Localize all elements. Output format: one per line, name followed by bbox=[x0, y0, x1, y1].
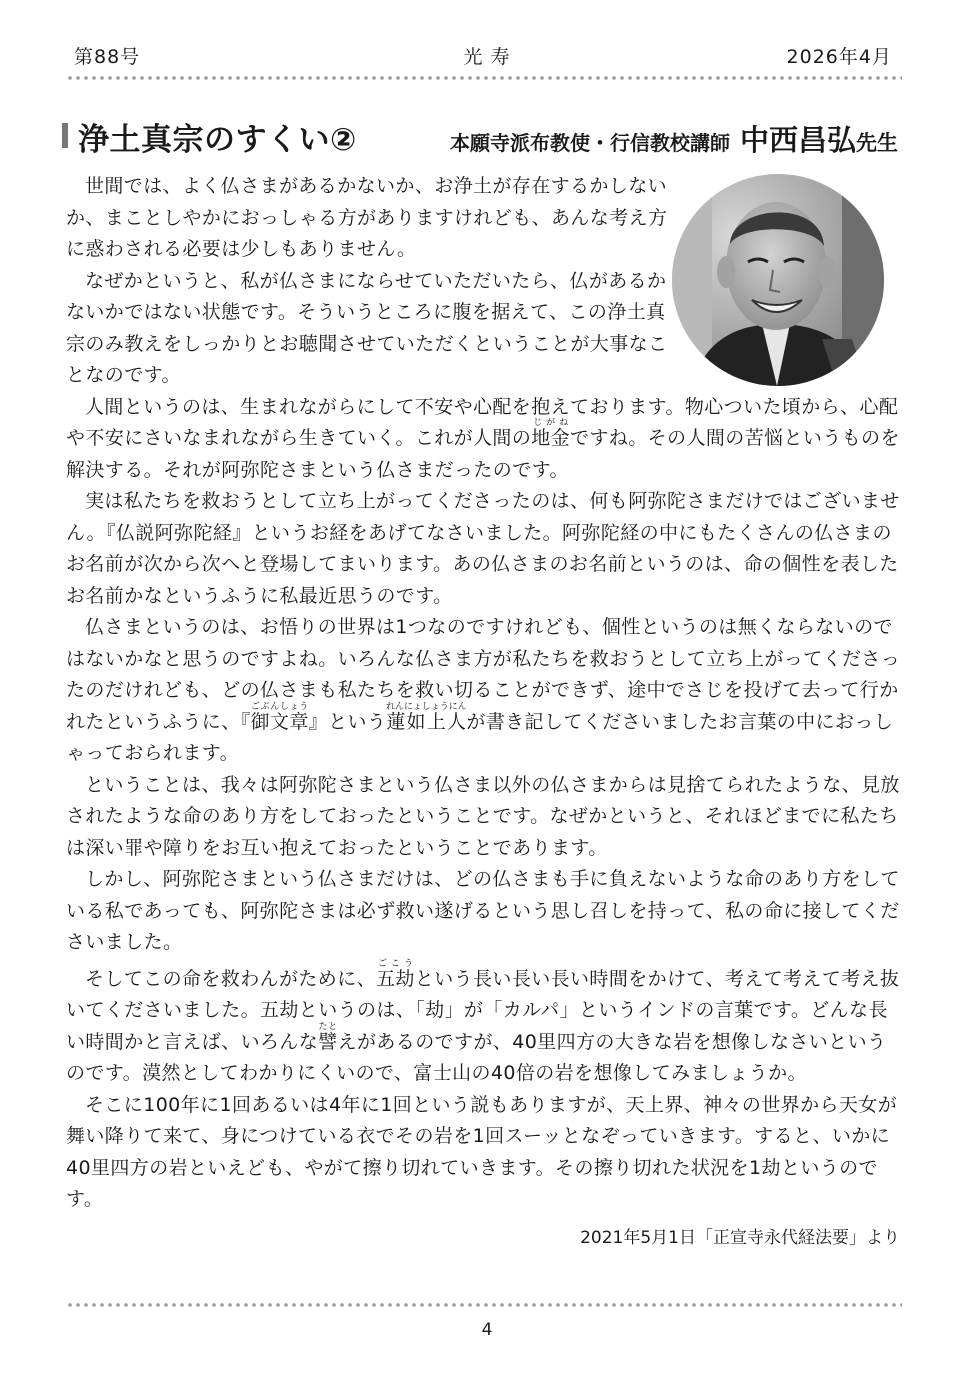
paragraph: しかし、阿弥陀さまという仏さまだけは、どの仏さまも手に負えないような命のあり方をしている私であっても、阿弥陀さまは必ず救い遂げるという思し召しを持って、私の命に接してくださいました。 bbox=[66, 868, 900, 953]
ruby-reading: じがね bbox=[531, 418, 571, 428]
article-body bbox=[66, 171, 902, 1216]
paragraph bbox=[66, 959, 902, 1090]
ruby-base: 御文章 bbox=[250, 710, 309, 733]
paragraph bbox=[66, 392, 902, 487]
text-span: そしてこの命を救わんがために、 bbox=[85, 967, 377, 990]
paragraph bbox=[66, 612, 902, 770]
text-span: 』という bbox=[308, 710, 387, 733]
paragraph: なぜかというと、私が仏さまにならせていただいたら、仏があるかないかではない状態です。そういうところに腹を据えて、この浄土真宗のみ教えをしっかりとお聴聞させていただくということが大事なことなのです。 bbox=[66, 269, 668, 386]
text-span: えがあるのですが、40里四方の大きな岩を想像しなさいというのです。漠然としてわかりにくいので、富士山の40倍の岩を想像してみましょうか。 bbox=[66, 1030, 887, 1084]
bottom-divider bbox=[66, 1303, 902, 1307]
ruby-word bbox=[318, 1021, 338, 1053]
article-title: 浄土真宗のすくい② bbox=[78, 122, 357, 158]
paragraph: そこに100年に1回あるいは4年に1回という説もありますが、天上界、神々の世界から天女が舞い降りて来て、身につけている衣でその岩を1回スーッとなぞっていきます。すると、いかに40里四方の岩といえども、やがて擦り切れていきます。その擦り切れた状況を1劫というのです。 bbox=[66, 1093, 898, 1210]
photo-wrap-spacer bbox=[677, 171, 902, 391]
author-credit bbox=[450, 118, 898, 159]
page-number: 4 bbox=[481, 1320, 493, 1340]
ruby-reading: ごぶんしょう bbox=[250, 701, 309, 712]
issue-number: 第88号 bbox=[74, 46, 141, 68]
ruby-reading: れんにょしょうにん bbox=[385, 701, 467, 712]
text-span: ですね。その人間の苦悩というものを解決する。それが阿弥陀さまという仏さまだったのです。 bbox=[66, 427, 900, 481]
text-span: 人間というのは、生まれながらにして不安や心配を抱えております。物心ついた頃から、心配や不安にさいなまれながら生きていく。これが人間の bbox=[66, 395, 899, 449]
author-name: 中西昌弘 bbox=[739, 123, 856, 157]
top-divider bbox=[66, 76, 902, 80]
text-span: という長い長い長い時間をかけて、考えて考えて考え抜いてくださいました。五劫というのは、「劫」が「カルパ」というインドの言葉です。どんな長い時間かと言えば、いろんな bbox=[66, 967, 900, 1053]
ruby-base: 譬 bbox=[318, 1030, 338, 1053]
ruby-word bbox=[531, 418, 571, 449]
ruby-word bbox=[376, 958, 415, 990]
ruby-word bbox=[250, 701, 309, 733]
source-citation: 2021年5月1日「正宣寺永代経法要」より bbox=[580, 1228, 900, 1248]
ruby-reading: ごこう bbox=[376, 958, 415, 969]
ruby-base: 蓮如上人 bbox=[385, 710, 467, 733]
title-accent-bar bbox=[62, 123, 68, 148]
ruby-base: 地金 bbox=[531, 427, 571, 449]
ruby-base: 五劫 bbox=[376, 967, 415, 990]
author-affiliation: 本願寺派布教使・行信教校講師 bbox=[449, 131, 730, 155]
ruby-word bbox=[385, 701, 467, 733]
paragraph: ということは、我々は阿弥陀さまという仏さま以外の仏さまからは見捨てられたような、見放されたような命のあり方をしておったということです。なぜかというと、それほどまでに私たちは深い罪や障りをお互い抱えておったということであります。 bbox=[66, 773, 900, 859]
paragraph: 世間では、よく仏さまがあるかないか、お浄土が存在するかしないか、まことしやかにおっしゃる方がありますけれども、あんな考え方に惑わされる必要は少しもありません。 bbox=[66, 175, 668, 260]
author-honorific: 先生 bbox=[856, 131, 898, 155]
ruby-reading: たと bbox=[318, 1021, 338, 1032]
text-span: 仏さまというのは、お悟りの世界は1つなのですけれども、個性というのは無くならないのではないかなと思うのですよね。いろんな仏さま方が私たちを救おうとして立ち上がってくださったのだけれども、どの仏さまも私たちを救い切ることができず、途中でさじを投げて去って行かれたというふうに、『 bbox=[66, 616, 901, 733]
paragraph: 実は私たちを救おうとして立ち上がってくださったのは、何も阿弥陀さまだけではございません。『仏説阿弥陀経』というお経をあげてなさいました。阿弥陀経の中にもたくさんの仏さまのお名前が次から次へと登場してまいります。あの仏さまのお名前というのは、命の個性を表したお名前かなというふうに私最近思うのです。 bbox=[66, 490, 900, 607]
newsletter-title: 光 寿 bbox=[463, 46, 511, 68]
issue-date: 2026年4月 bbox=[786, 46, 892, 68]
text-span: が書き記してくださいましたお言葉の中におっしゃっておられます。 bbox=[66, 710, 894, 764]
